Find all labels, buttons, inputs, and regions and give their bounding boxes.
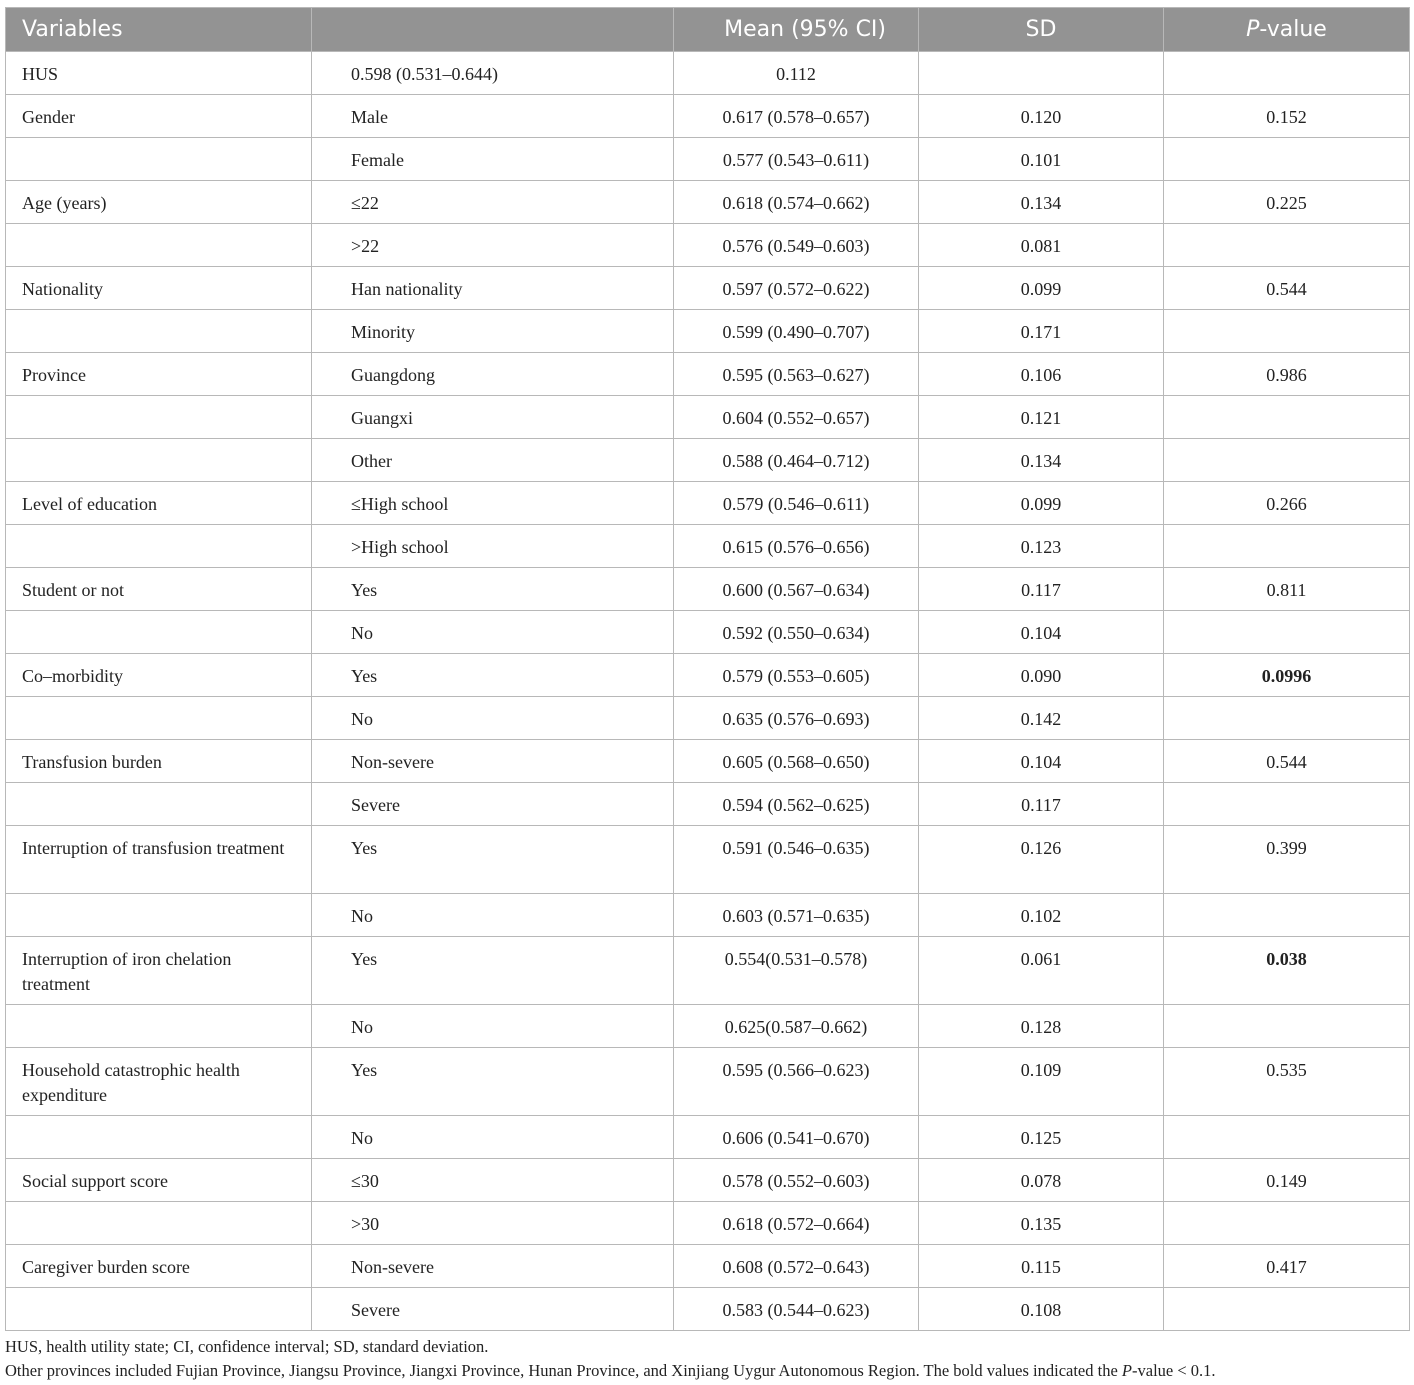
cell-variable — [6, 611, 312, 654]
cell-mean-ci: 0.605 (0.568–0.650) — [674, 740, 919, 783]
header-variables: Variables — [6, 8, 312, 52]
header-p-rest: -value — [1259, 17, 1327, 42]
cell-category: Severe — [312, 1288, 674, 1331]
cell-mean-ci: 0.618 (0.574–0.662) — [674, 181, 919, 224]
table-row — [6, 439, 1410, 482]
cell-variable — [6, 224, 312, 267]
cell-p-value — [1164, 224, 1410, 267]
cell-mean-ci: 0.576 (0.549–0.603) — [674, 224, 919, 267]
cell-sd: 0.142 — [919, 697, 1164, 740]
cell-category: Female — [312, 138, 674, 181]
cell-variable — [6, 894, 312, 937]
cell-mean-ci: 0.588 (0.464–0.712) — [674, 439, 919, 482]
cell-mean-ci: 0.597 (0.572–0.622) — [674, 267, 919, 310]
cell-variable — [6, 525, 312, 568]
table-row — [6, 396, 1410, 439]
cell-p-value — [1164, 396, 1410, 439]
cell-variable: Household catastrophic health expenditure — [6, 1048, 312, 1116]
table-row — [6, 224, 1410, 267]
table-row — [6, 181, 1410, 224]
cell-category: >22 — [312, 224, 674, 267]
cell-sd: 0.117 — [919, 783, 1164, 826]
cell-category: No — [312, 611, 674, 654]
table-row — [6, 1245, 1410, 1288]
table-row — [6, 1288, 1410, 1331]
table-row — [6, 52, 1410, 95]
footnote-p-italic: P — [1121, 1361, 1133, 1380]
footnote-provinces — [5, 1359, 1216, 1383]
cell-sd: 0.120 — [919, 95, 1164, 138]
cell-variable — [6, 1116, 312, 1159]
table-row — [6, 937, 1410, 1005]
table-row — [6, 1159, 1410, 1202]
cell-category: Guangxi — [312, 396, 674, 439]
cell-sd: 0.081 — [919, 224, 1164, 267]
cell-p-value — [1164, 138, 1410, 181]
cell-p-value — [1164, 1116, 1410, 1159]
cell-category: Yes — [312, 654, 674, 697]
cell-sd: 0.078 — [919, 1159, 1164, 1202]
table-row — [6, 697, 1410, 740]
table-row — [6, 611, 1410, 654]
cell-category: ≤22 — [312, 181, 674, 224]
table-row — [6, 353, 1410, 396]
cell-sd: 0.099 — [919, 482, 1164, 525]
table-row — [6, 95, 1410, 138]
cell-sd: 0.171 — [919, 310, 1164, 353]
cell-p-value — [1164, 697, 1410, 740]
cell-category: No — [312, 1116, 674, 1159]
cell-category: Yes — [312, 826, 674, 894]
table-header — [6, 8, 1410, 52]
cell-sd: 0.099 — [919, 267, 1164, 310]
cell-category: 0.598 (0.531–0.644) — [312, 52, 674, 95]
cell-p-value: 0.038 — [1164, 937, 1410, 1005]
cell-category: Severe — [312, 783, 674, 826]
cell-sd: 0.126 — [919, 826, 1164, 894]
cell-mean-ci: 0.591 (0.546–0.635) — [674, 826, 919, 894]
cell-mean-ci: 0.592 (0.550–0.634) — [674, 611, 919, 654]
cell-mean-ci: 0.577 (0.543–0.611) — [674, 138, 919, 181]
cell-category: Other — [312, 439, 674, 482]
cell-mean-ci: 0.600 (0.567–0.634) — [674, 568, 919, 611]
cell-variable: Level of education — [6, 482, 312, 525]
cell-sd: 0.106 — [919, 353, 1164, 396]
cell-variable: Interruption of iron chelation treatment — [6, 937, 312, 1005]
cell-p-value: 0.544 — [1164, 267, 1410, 310]
cell-sd: 0.115 — [919, 1245, 1164, 1288]
cell-p-value — [1164, 439, 1410, 482]
cell-mean-ci: 0.603 (0.571–0.635) — [674, 894, 919, 937]
cell-sd: 0.125 — [919, 1116, 1164, 1159]
cell-category: >High school — [312, 525, 674, 568]
cell-p-value — [1164, 611, 1410, 654]
cell-category: Han nationality — [312, 267, 674, 310]
cell-variable — [6, 396, 312, 439]
cell-variable: HUS — [6, 52, 312, 95]
cell-sd: 0.134 — [919, 439, 1164, 482]
table-row — [6, 894, 1410, 937]
cell-sd: 0.101 — [919, 138, 1164, 181]
cell-variable — [6, 1288, 312, 1331]
cell-p-value: 0.399 — [1164, 826, 1410, 894]
cell-mean-ci: 0.112 — [674, 52, 919, 95]
cell-sd: 0.109 — [919, 1048, 1164, 1116]
cell-sd: 0.108 — [919, 1288, 1164, 1331]
table-row — [6, 826, 1410, 894]
cell-variable — [6, 1202, 312, 1245]
cell-category: Minority — [312, 310, 674, 353]
cell-p-value: 0.417 — [1164, 1245, 1410, 1288]
cell-p-value: 0.225 — [1164, 181, 1410, 224]
cell-sd: 0.104 — [919, 740, 1164, 783]
cell-variable — [6, 138, 312, 181]
results-table-container — [5, 7, 1409, 1331]
cell-sd: 0.104 — [919, 611, 1164, 654]
cell-p-value: 0.0996 — [1164, 654, 1410, 697]
cell-sd — [919, 52, 1164, 95]
cell-variable — [6, 697, 312, 740]
cell-sd: 0.061 — [919, 937, 1164, 1005]
cell-mean-ci: 0.606 (0.541–0.670) — [674, 1116, 919, 1159]
cell-category: >30 — [312, 1202, 674, 1245]
table-row — [6, 740, 1410, 783]
cell-p-value — [1164, 894, 1410, 937]
table-row — [6, 1048, 1410, 1116]
table-row — [6, 482, 1410, 525]
cell-category: Guangdong — [312, 353, 674, 396]
header-p-italic: P — [1246, 17, 1260, 42]
cell-sd: 0.090 — [919, 654, 1164, 697]
table-row — [6, 1202, 1410, 1245]
cell-p-value — [1164, 310, 1410, 353]
cell-sd: 0.117 — [919, 568, 1164, 611]
cell-category: No — [312, 1005, 674, 1048]
header-sd: SD — [919, 8, 1164, 52]
cell-mean-ci: 0.625(0.587–0.662) — [674, 1005, 919, 1048]
table-row — [6, 1116, 1410, 1159]
cell-p-value — [1164, 1202, 1410, 1245]
cell-variable — [6, 310, 312, 353]
cell-p-value — [1164, 1288, 1410, 1331]
cell-category: Yes — [312, 937, 674, 1005]
cell-sd: 0.135 — [919, 1202, 1164, 1245]
table-row — [6, 1005, 1410, 1048]
cell-variable: Caregiver burden score — [6, 1245, 312, 1288]
cell-mean-ci: 0.608 (0.572–0.643) — [674, 1245, 919, 1288]
cell-mean-ci: 0.615 (0.576–0.656) — [674, 525, 919, 568]
table-row — [6, 310, 1410, 353]
cell-p-value: 0.266 — [1164, 482, 1410, 525]
cell-sd: 0.121 — [919, 396, 1164, 439]
cell-variable: Student or not — [6, 568, 312, 611]
cell-mean-ci: 0.595 (0.566–0.623) — [674, 1048, 919, 1116]
cell-mean-ci: 0.618 (0.572–0.664) — [674, 1202, 919, 1245]
table-row — [6, 138, 1410, 181]
cell-variable: Transfusion burden — [6, 740, 312, 783]
cell-variable: Social support score — [6, 1159, 312, 1202]
cell-p-value: 0.149 — [1164, 1159, 1410, 1202]
cell-variable: Co–morbidity — [6, 654, 312, 697]
cell-category: No — [312, 894, 674, 937]
cell-variable — [6, 1005, 312, 1048]
cell-sd: 0.134 — [919, 181, 1164, 224]
cell-category: ≤30 — [312, 1159, 674, 1202]
cell-p-value — [1164, 1005, 1410, 1048]
footnotes — [5, 1335, 1216, 1383]
header-p-value — [1164, 8, 1410, 52]
cell-mean-ci: 0.599 (0.490–0.707) — [674, 310, 919, 353]
cell-sd: 0.128 — [919, 1005, 1164, 1048]
cell-mean-ci: 0.578 (0.552–0.603) — [674, 1159, 919, 1202]
cell-category: Male — [312, 95, 674, 138]
cell-variable — [6, 783, 312, 826]
cell-mean-ci: 0.595 (0.563–0.627) — [674, 353, 919, 396]
cell-mean-ci: 0.579 (0.553–0.605) — [674, 654, 919, 697]
cell-mean-ci: 0.635 (0.576–0.693) — [674, 697, 919, 740]
table-row — [6, 525, 1410, 568]
table-row — [6, 267, 1410, 310]
cell-mean-ci: 0.579 (0.546–0.611) — [674, 482, 919, 525]
cell-mean-ci: 0.594 (0.562–0.625) — [674, 783, 919, 826]
cell-p-value — [1164, 52, 1410, 95]
cell-category: Yes — [312, 568, 674, 611]
table-row — [6, 654, 1410, 697]
cell-variable: Interruption of transfusion treatment — [6, 826, 312, 894]
footnote-abbreviations: HUS, health utility state; CI, confidence interval; SD, standard deviation. — [5, 1337, 489, 1356]
cell-variable — [6, 439, 312, 482]
cell-variable: Province — [6, 353, 312, 396]
cell-category: No — [312, 697, 674, 740]
cell-p-value: 0.986 — [1164, 353, 1410, 396]
header-mean: Mean (95% CI) — [674, 8, 919, 52]
footnote-p-rest: -value < 0.1. — [1132, 1361, 1216, 1380]
cell-variable: Nationality — [6, 267, 312, 310]
cell-p-value: 0.544 — [1164, 740, 1410, 783]
cell-p-value — [1164, 783, 1410, 826]
cell-mean-ci: 0.554(0.531–0.578) — [674, 937, 919, 1005]
cell-p-value: 0.535 — [1164, 1048, 1410, 1116]
cell-mean-ci: 0.617 (0.578–0.657) — [674, 95, 919, 138]
cell-category: Non-severe — [312, 1245, 674, 1288]
cell-sd: 0.102 — [919, 894, 1164, 937]
cell-category: Yes — [312, 1048, 674, 1116]
cell-variable: Gender — [6, 95, 312, 138]
table-row — [6, 568, 1410, 611]
cell-p-value: 0.811 — [1164, 568, 1410, 611]
cell-category: Non-severe — [312, 740, 674, 783]
cell-mean-ci: 0.583 (0.544–0.623) — [674, 1288, 919, 1331]
footnote-provinces-text: Other provinces included Fujian Province, Jiangsu Province, Jiangxi Province, Hunan Province, and Xinjiang Uygur Autonomous Region. The bold values indicated the — [5, 1361, 1122, 1380]
cell-mean-ci: 0.604 (0.552–0.657) — [674, 396, 919, 439]
cell-p-value — [1164, 525, 1410, 568]
cell-p-value: 0.152 — [1164, 95, 1410, 138]
cell-category: ≤High school — [312, 482, 674, 525]
cell-variable: Age (years) — [6, 181, 312, 224]
header-blank — [312, 8, 674, 52]
table-body — [6, 52, 1410, 1331]
table-row — [6, 783, 1410, 826]
results-table — [5, 7, 1410, 1331]
cell-sd: 0.123 — [919, 525, 1164, 568]
